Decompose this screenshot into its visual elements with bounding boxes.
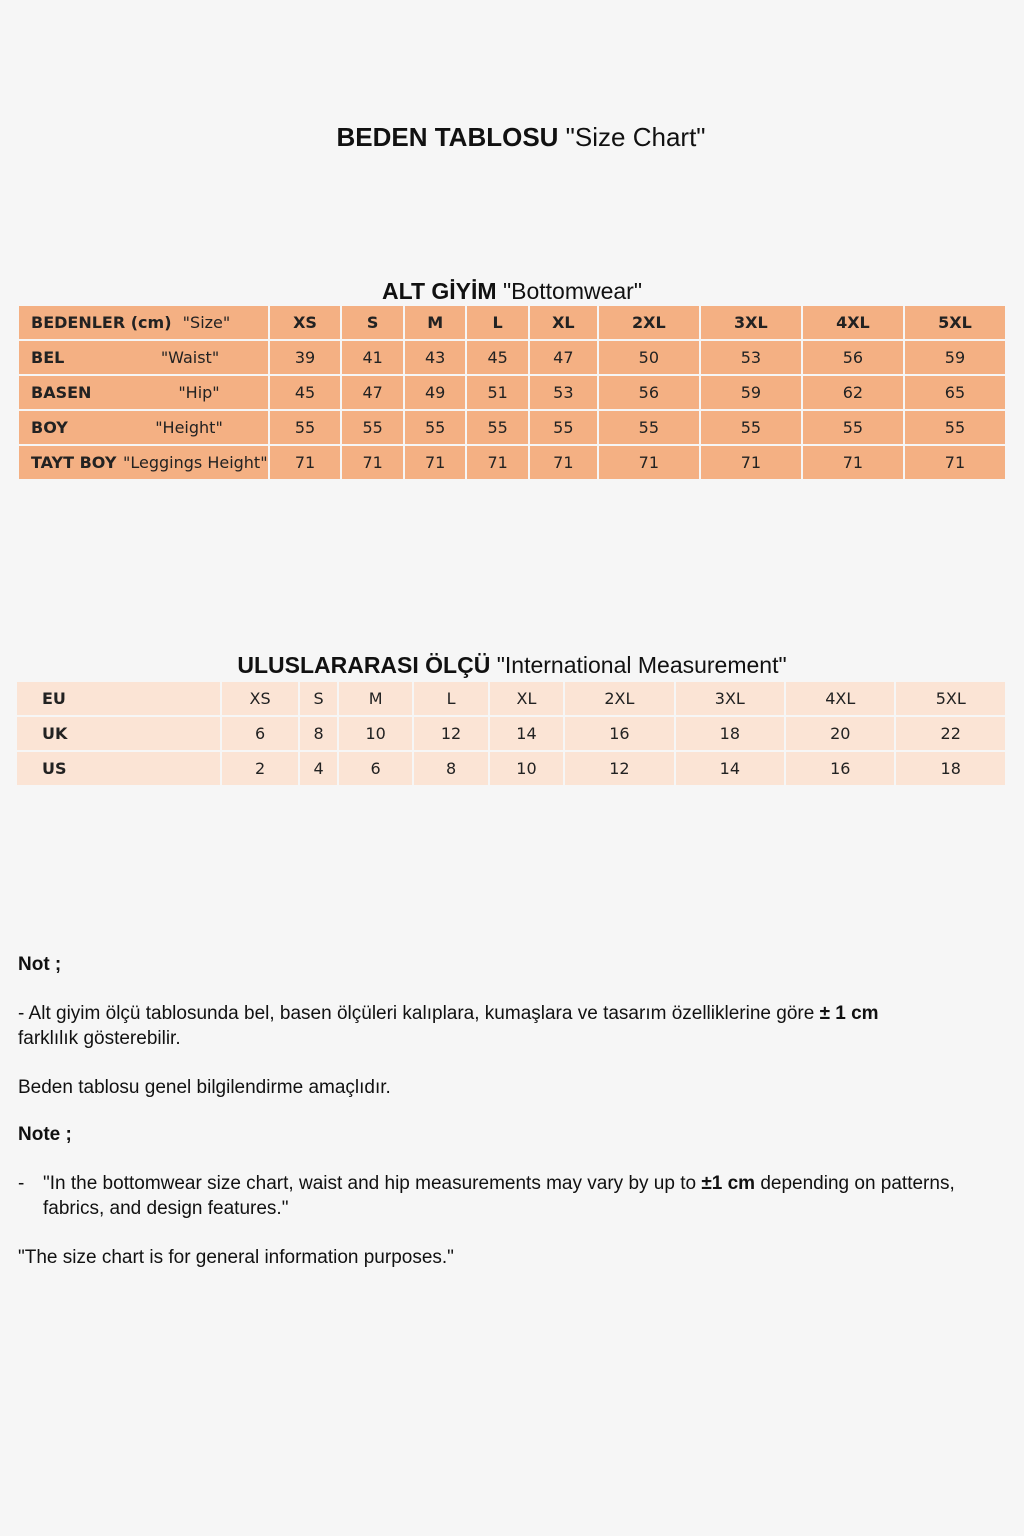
table-cell: 47: [530, 341, 597, 374]
table-row: [19, 341, 1005, 374]
table-cell: 71: [530, 446, 597, 479]
table-row: [17, 682, 1005, 715]
note-tr-text-end: farklılık gösterebilir.: [18, 1028, 181, 1049]
notes-section: [18, 952, 978, 1270]
international-size-table: [15, 680, 1007, 787]
table-cell: 71: [270, 446, 341, 479]
row-label: BASEN: [31, 383, 92, 402]
row-label: BOY: [31, 418, 68, 437]
row-label-en: "Height": [155, 418, 223, 437]
size-header: L: [467, 306, 527, 339]
table-row: [17, 717, 1005, 750]
international-caption: [0, 652, 1024, 679]
table-cell: 10: [339, 717, 412, 750]
size-header: S: [342, 306, 402, 339]
note-en-text: "In the bottomwear size chart, waist and hip measurements may vary by up to: [43, 1173, 702, 1194]
table-cell: 50: [599, 341, 699, 374]
table-cell: XL: [490, 682, 563, 715]
table-cell: 16: [786, 752, 894, 785]
table-cell: 53: [701, 341, 801, 374]
row-label-cell: [19, 376, 268, 409]
table-cell: 6: [339, 752, 412, 785]
table-cell: 22: [896, 717, 1005, 750]
table-cell: 20: [786, 717, 894, 750]
row-label: US: [17, 752, 220, 785]
table-cell: 71: [803, 446, 903, 479]
table-cell: 3XL: [676, 682, 784, 715]
bottomwear-caption-rest: "Bottomwear": [496, 278, 642, 304]
table-cell: 71: [599, 446, 699, 479]
row-label-en: "Leggings Height": [123, 453, 268, 472]
row-label: TAYT BOY: [31, 453, 117, 472]
header-label: BEDENLER (cm): [31, 313, 172, 332]
table-cell: 71: [701, 446, 801, 479]
row-label-cell: [19, 411, 268, 444]
size-header: XS: [270, 306, 341, 339]
table-cell: 16: [565, 717, 673, 750]
row-label-cell: [19, 341, 268, 374]
table-cell: 56: [803, 341, 903, 374]
table-cell: 59: [701, 376, 801, 409]
table-cell: 14: [676, 752, 784, 785]
table-cell: 55: [803, 411, 903, 444]
table-cell: S: [300, 682, 337, 715]
page-title-rest: "Size Chart": [558, 122, 706, 152]
row-label: BEL: [31, 348, 65, 367]
table-cell: 55: [467, 411, 527, 444]
note-en-paragraph: [18, 1171, 978, 1221]
note-en-general: "The size chart is for general information purposes.": [18, 1247, 454, 1268]
note-tr-text: - Alt giyim ölçü tablosunda bel, basen ölçüleri kalıplara, kumaşlara ve tasarım özelliklerine göre: [18, 1003, 820, 1024]
size-header: 4XL: [803, 306, 903, 339]
size-header: 5XL: [905, 306, 1005, 339]
table-row: [17, 752, 1005, 785]
table-cell: 18: [896, 752, 1005, 785]
table-cell: 45: [270, 376, 341, 409]
note-en-dash: -: [18, 1173, 25, 1194]
row-label-en: "Waist": [160, 348, 220, 367]
note-tr-paragraph: [18, 1001, 978, 1051]
international-caption-bold: ULUSLARARASI ÖLÇÜ: [237, 652, 491, 678]
table-header-row: [19, 306, 1005, 339]
table-cell: 71: [405, 446, 465, 479]
note-tr-general: Beden tablosu genel bilgilendirme amaçlıdır.: [18, 1077, 391, 1098]
table-cell: 4: [300, 752, 337, 785]
table-cell: 8: [300, 717, 337, 750]
row-label-en: "Hip": [178, 383, 220, 402]
table-cell: 65: [905, 376, 1005, 409]
table-cell: 41: [342, 341, 402, 374]
note-en-heading: Note ;: [18, 1124, 72, 1145]
table-cell: 2: [222, 752, 298, 785]
row-label-cell: [19, 446, 268, 479]
table-row: [19, 411, 1005, 444]
header-label-en: "Size": [182, 313, 231, 332]
table-cell: 43: [405, 341, 465, 374]
page-title: [0, 122, 1024, 153]
table-cell: M: [339, 682, 412, 715]
table-cell: 4XL: [786, 682, 894, 715]
table-cell: 56: [599, 376, 699, 409]
table-cell: 2XL: [565, 682, 673, 715]
table-cell: 53: [530, 376, 597, 409]
table-cell: 6: [222, 717, 298, 750]
table-cell: 12: [414, 717, 487, 750]
table-cell: L: [414, 682, 487, 715]
table-row: [19, 446, 1005, 479]
table-cell: 55: [599, 411, 699, 444]
table-cell: 55: [342, 411, 402, 444]
note-tr-heading: Not ;: [18, 954, 62, 975]
note-tr-bold: ± 1 cm: [819, 1003, 879, 1024]
table-cell: 71: [467, 446, 527, 479]
table-cell: 39: [270, 341, 341, 374]
table-cell: 59: [905, 341, 1005, 374]
table-cell: 71: [342, 446, 402, 479]
size-header: XL: [530, 306, 597, 339]
size-header: 3XL: [701, 306, 801, 339]
table-cell: 18: [676, 717, 784, 750]
table-cell: 62: [803, 376, 903, 409]
table-cell: 55: [270, 411, 341, 444]
table-cell: 55: [530, 411, 597, 444]
table-cell: 55: [405, 411, 465, 444]
table-cell: 71: [905, 446, 1005, 479]
note-en-bold: ±1 cm: [701, 1173, 756, 1194]
table-cell: 49: [405, 376, 465, 409]
size-header: M: [405, 306, 465, 339]
table-cell: 8: [414, 752, 487, 785]
page-title-bold: BEDEN TABLOSU: [336, 122, 559, 152]
international-caption-rest: "International Measurement": [490, 652, 787, 678]
bottomwear-caption: [0, 278, 1024, 305]
table-cell: 5XL: [896, 682, 1005, 715]
table-cell: 51: [467, 376, 527, 409]
bottomwear-size-table: [17, 304, 1007, 481]
size-header: 2XL: [599, 306, 699, 339]
bottomwear-caption-bold: ALT GİYİM: [382, 278, 497, 304]
header-label-cell: [19, 306, 268, 339]
row-label: EU: [17, 682, 220, 715]
table-cell: 47: [342, 376, 402, 409]
table-cell: XS: [222, 682, 298, 715]
table-cell: 45: [467, 341, 527, 374]
table-cell: 55: [905, 411, 1005, 444]
note-en-text-end: depending on patterns, fabrics, and design features.": [43, 1173, 955, 1219]
table-cell: 14: [490, 717, 563, 750]
table-cell: 55: [701, 411, 801, 444]
table-cell: 12: [565, 752, 673, 785]
table-cell: 10: [490, 752, 563, 785]
table-row: [19, 376, 1005, 409]
row-label: UK: [17, 717, 220, 750]
